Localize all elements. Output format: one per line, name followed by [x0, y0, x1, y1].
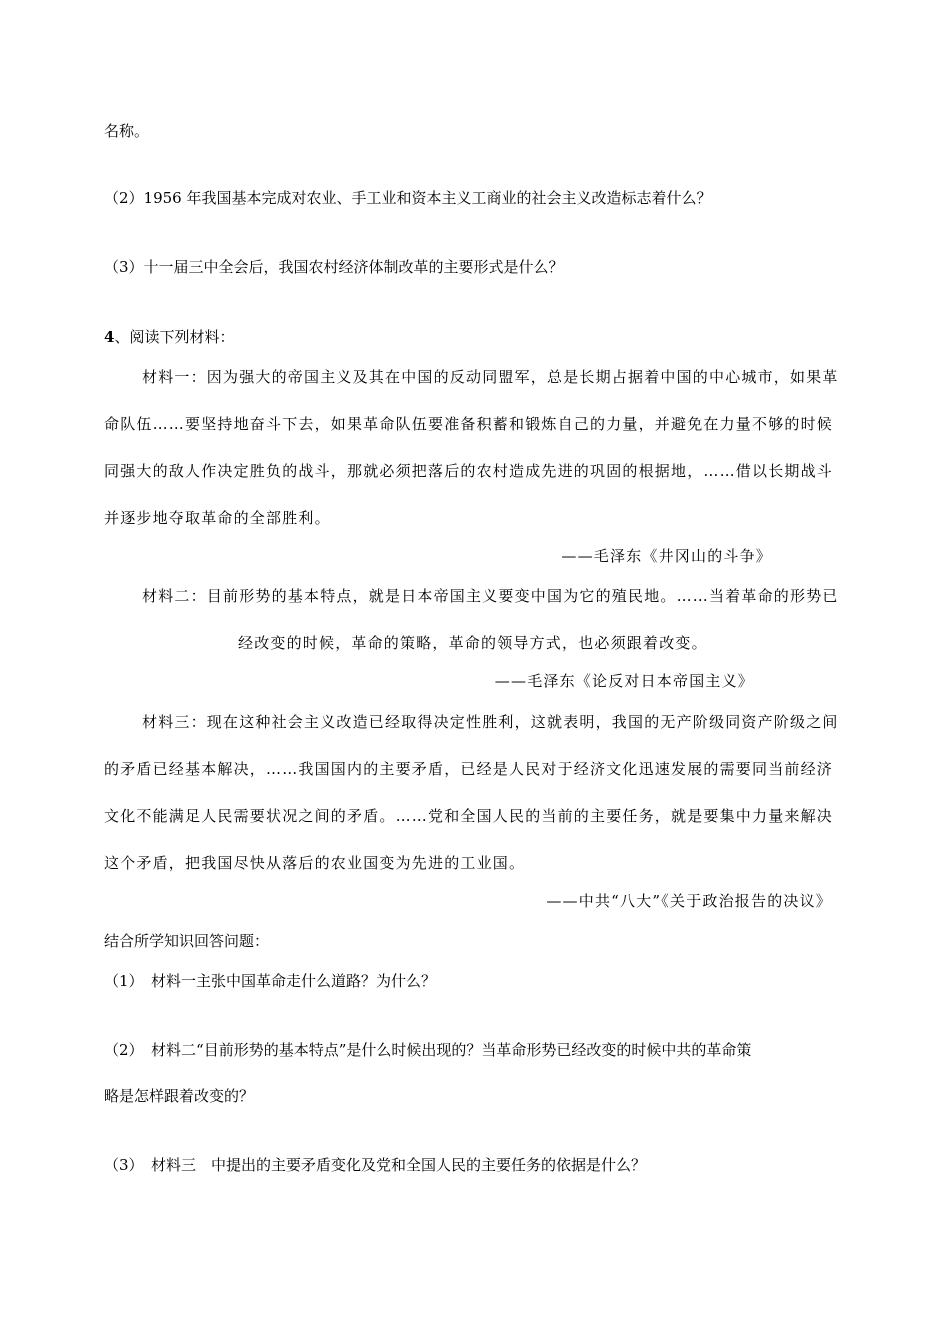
answer-prompt: 结合所学知识回答问题：	[104, 932, 270, 950]
material-1-line: 并逐步地夺取革命的全部胜利。	[104, 509, 331, 527]
question-4-heading	[104, 326, 234, 348]
material-1-source: ——毛泽东《井冈山的斗争》	[561, 547, 772, 565]
material-3-line: 文化不能满足人民需要状况之间的矛盾。……党和全国人民的当前的主要任务，就是要集中力量来解决	[104, 807, 834, 825]
question-4-number: 4	[104, 328, 115, 346]
material-3-line: 材料三：现在这种社会主义改造已经取得决定性胜利，这就表明，我国的无产阶级同资产阶级之间	[142, 713, 839, 731]
material-2-line: 经改变的时候，革命的策略，革命的领导方式，也必须跟着改变。	[238, 634, 708, 652]
material-1-line: 材料一：因为强大的帝国主义及其在中国的反动同盟军，总是长期占据着中国的中心城市，如果革	[142, 368, 839, 386]
sub-question-1: （1） 材料一主张中国革命走什么道路？为什么？	[104, 972, 437, 990]
question-4-heading-text: 、阅读下列材料：	[114, 328, 235, 346]
continuation-text: 名称。	[104, 122, 150, 140]
sub-question-3: （3） 材料三 中提出的主要矛盾变化及党和全国人民的主要任务的依据是什么？	[104, 1156, 647, 1174]
question-3: （3）十一届三中全会后，我国农村经济体制改革的主要形式是什么？	[104, 258, 564, 276]
material-3-line: 的矛盾已经基本解决，……我国国内的主要矛盾，已经是人民对于经济文化迅速发展的需要同当前经济	[104, 760, 834, 778]
material-3-source: ——中共“八大”《关于政治报告的决议》	[546, 892, 832, 910]
material-2-line: 材料二：目前形势的基本特点，就是日本帝国主义要变中国为它的殖民地。……当着革命的形势已	[142, 587, 839, 605]
material-1-line: 命队伍……要坚持地奋斗下去，如果革命队伍要准备积蓄和锻炼自己的力量，并避免在力量不够的时候	[104, 415, 834, 433]
sub-question-2-continuation: 略是怎样跟着改变的？	[104, 1087, 255, 1105]
material-3-line: 这个矛盾，把我国尽快从落后的农业国变为先进的工业国。	[104, 854, 526, 872]
material-2-source: ——毛泽东《论反对日本帝国主义》	[494, 672, 754, 690]
sub-question-2: （2） 材料二“目前形势的基本特点”是什么时候出现的？当革命形势已经改变的时候中共的革命策	[104, 1041, 752, 1059]
material-1-line: 同强大的敌人作决定胜负的战斗，那就必须把落后的农村造成先进的巩固的根据地，……借以长期战斗	[104, 462, 834, 480]
question-2: （2）1956 年我国基本完成对农业、手工业和资本主义工商业的社会主义改造标志着什么？	[104, 189, 712, 207]
